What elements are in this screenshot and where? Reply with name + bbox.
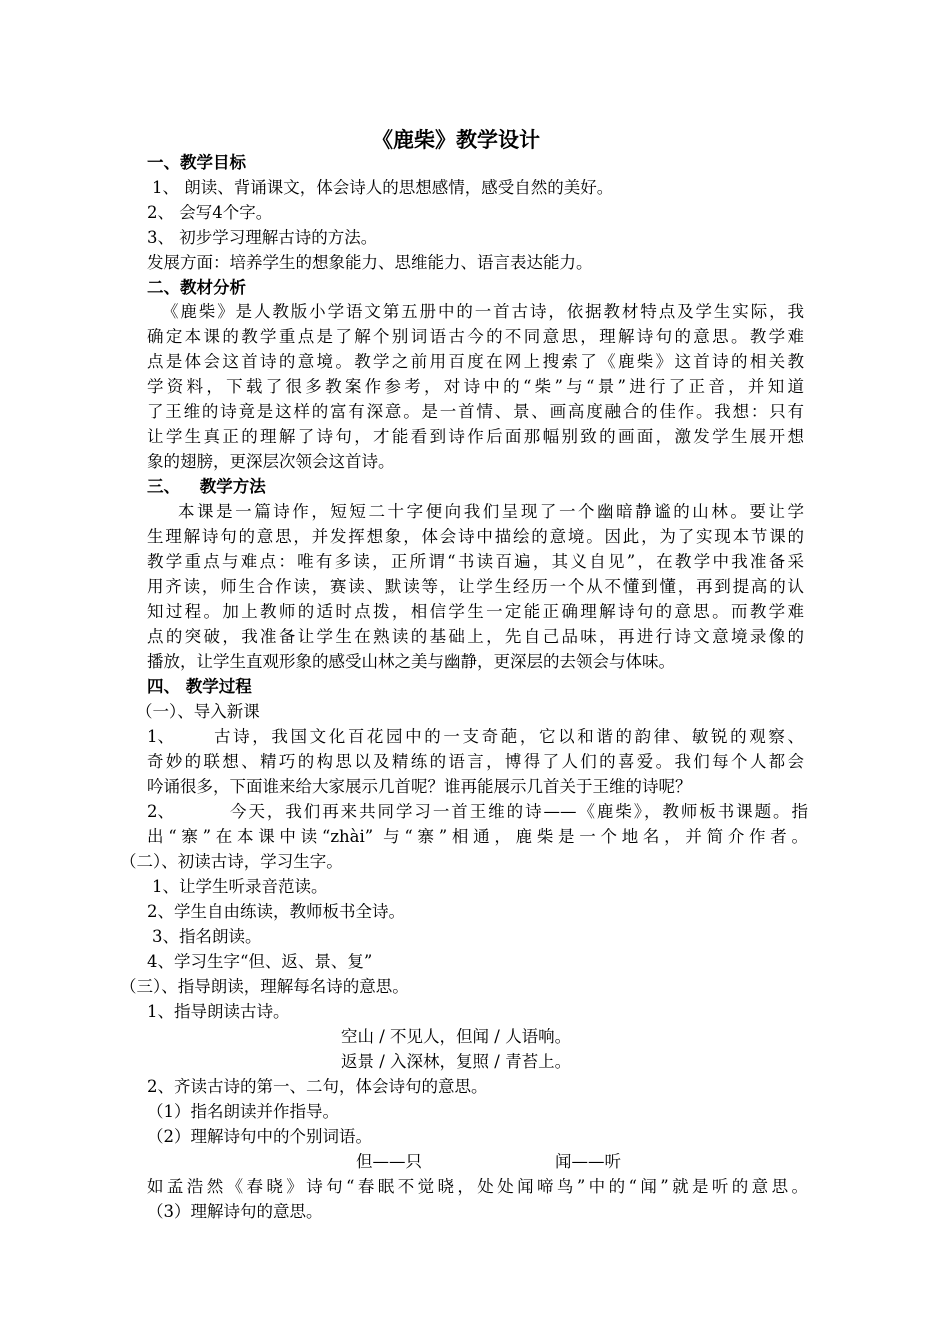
document-title: 《鹿柴》教学设计 <box>372 128 540 152</box>
analysis-line: 学资料，下载了很多教案作参考，对诗中的“柴”与“景”进行了正音，并知道 <box>147 377 804 396</box>
guided-item: 1、指导朗读古诗。 <box>147 1002 290 1021</box>
analysis-line: 让学生真正的理解了诗句，才能看到诗作后面那幅别致的画面，激发学生展开想 <box>147 427 804 446</box>
part-heading-intro: （一）、导入新课 <box>136 702 260 721</box>
method-line: 点的突破，我准备让学生在熟读的基础上，先自己品味，再进行诗文意境录像的 <box>147 627 804 646</box>
goal-item-4: 发展方面：培养学生的想象能力、思维能力、语言表达能力。 <box>147 253 593 272</box>
reading-item: 4、学习生字“但、返、景、复” <box>147 952 373 971</box>
method-line: 用齐读，师生合作读，赛读、默读等，让学生经历一个从不懂到懂，再到提高的认 <box>147 577 804 596</box>
part-heading-reading: （二）、初读古诗，学习生字。 <box>120 852 343 871</box>
word-gloss-1: 但——只 <box>356 1152 422 1171</box>
word-gloss-2: 闻——听 <box>555 1152 621 1171</box>
intro-item-text: 奇妙的联想、精巧的构思以及精练的语言，博得了人们的喜爱。我们每个人都会 <box>147 752 804 771</box>
guided-subitem: （3）理解诗句的意思。 <box>147 1202 323 1221</box>
guided-subitem: （2）理解诗句中的个别词语。 <box>147 1127 372 1146</box>
goal-item-1: 1、 朗读、背诵课文，体会诗人的思想感情，感受自然的美好。 <box>152 178 614 197</box>
goal-item-2: 2、 会写4个字。 <box>147 203 273 222</box>
intro-item-number: 2、 <box>147 802 174 821</box>
section-heading-goals: 一、教学目标 <box>147 153 246 172</box>
guided-item: 2、齐读古诗的第一、二句，体会诗句的意思。 <box>147 1077 488 1096</box>
analysis-line: 了王维的诗竟是这样的富有深意。是一首情、景、画高度融合的佳作。我想：只有 <box>147 402 804 421</box>
reading-item: 2、学生自由练读，教师板书全诗。 <box>147 902 405 921</box>
analysis-line: 确定本课的教学重点是了解个别词语古今的不同意思，理解诗句的意思。教学难 <box>147 327 804 346</box>
reading-item: 3、指名朗读。 <box>152 927 262 946</box>
analysis-line: 象的翅膀，更深层次领会这首诗。 <box>147 452 395 471</box>
reading-item: 1、让学生听录音范读。 <box>152 877 328 896</box>
intro-item-number: 1、 <box>147 727 174 746</box>
goal-item-3: 3、 初步学习理解古诗的方法。 <box>147 228 378 247</box>
poem-line-2: 返景 / 入深林，复照 / 青苔上。 <box>341 1052 572 1071</box>
intro-item-text: 出“寨”在本课中读“zhài” 与“寨”相通，鹿柴是一个地名，并简介作者。 <box>147 827 808 846</box>
method-line: 播放，让学生直观形象的感受山林之美与幽静，更深层的去领会与体味。 <box>147 652 675 671</box>
intro-item-text: 今天，我们再来共同学习一首王维的诗——《鹿柴》，教师板书课题。指 <box>230 802 808 821</box>
method-line: 教学重点与难点：唯有多读，正所谓“书读百遍，其义自见”，在教学中我准备采 <box>147 552 804 571</box>
method-line: 知过程。加上教师的适时点拨，相信学生一定能正确理解诗句的意思。而教学难 <box>147 602 804 621</box>
intro-item-text: 吟诵很多，下面谁来给大家展示几首呢？谁再能展示几首关于王维的诗呢？ <box>147 777 692 796</box>
guided-subitem: （1）指名朗读并作指导。 <box>147 1102 339 1121</box>
analysis-line: 点是体会这首诗的意境。教学之前用百度在网上搜索了《鹿柴》这首诗的相关教 <box>147 352 804 371</box>
poem-line-1: 空山 / 不见人，但闻 / 人语响。 <box>341 1027 572 1046</box>
example-sentence: 如孟浩然《春晓》诗句“春眠不觉晓，处处闻啼鸟”中的“闻”就是听的意思。 <box>147 1177 808 1196</box>
analysis-line: 《鹿柴》是人教版小学语文第五册中的一首古诗，依据教材特点及学生实际，我 <box>162 302 804 321</box>
section-heading-process: 四、 教学过程 <box>147 677 252 696</box>
part-heading-guided: （三）、指导朗读，理解每名诗的意思。 <box>120 977 409 996</box>
method-line: 生理解诗句的意思，并发挥想象，体会诗中描绘的意境。因此，为了实现本节课的 <box>147 527 804 546</box>
section-heading-method: 三、 教学方法 <box>147 477 266 496</box>
method-line: 本课是一篇诗作，短短二十字便向我们呈现了一个幽暗静谧的山林。要让学 <box>178 502 804 521</box>
intro-item-text: 古诗，我国文化百花园中的一支奇葩，它以和谐的韵律、敏锐的观察、 <box>214 727 804 746</box>
section-heading-analysis: 二、教材分析 <box>147 278 246 297</box>
